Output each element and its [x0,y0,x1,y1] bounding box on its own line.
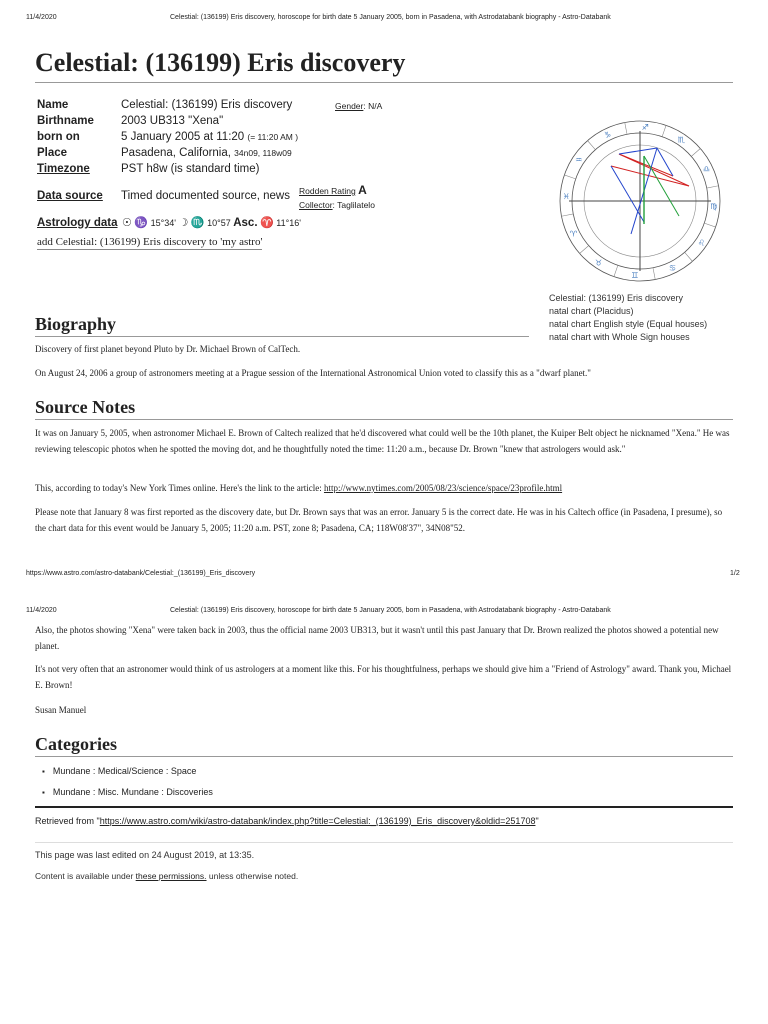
timezone-label[interactable]: Timezone [37,163,90,175]
zodiac-sign-icon: ♒ [575,155,583,165]
retrieved-suffix: " [535,816,539,826]
collector-value: : Taglilatelo [332,200,375,210]
gender-value: : N/A [363,101,383,111]
print-date: 11/4/2020 [26,14,57,21]
place-coords: 34n09, 118w09 [234,148,292,158]
retrieved-prefix: Retrieved from " [35,816,100,826]
chart-link-whole-sign[interactable]: natal chart with Whole Sign houses [549,332,690,342]
rodden-rating [299,183,367,197]
aries-icon: ♈ [260,217,274,229]
zodiac-sign-icon: ♌ [697,238,705,248]
source-notes-paragraph: It's not very often that an astronomer would think of us astrologers at a moment like this. For his thoughtfulness, perhaps we should give him a "Friend of Astrology" award. Thank you, Michael E. Brown! [35,664,732,690]
place-label: Place [37,147,68,159]
print-date: 11/4/2020 [26,607,57,614]
asc-degree: 11°16' [276,218,301,228]
content-suffix: unless otherwise noted. [206,871,299,881]
zodiac-sign-icon: ♎ [702,164,711,174]
scorpio-icon: ♏ [190,217,205,229]
gender-field [335,101,382,111]
print-page-number: 1/2 [730,570,740,577]
birthname-label: Birthname [37,115,94,127]
place-name: Pasadena, California, [121,147,231,159]
moon-degree: 10°57 [207,218,231,228]
print-url: https://www.astro.com/astro-databank/Celestial:_(136199)_Eris_discovery [26,570,256,577]
born-value [121,131,298,143]
astrology-data-label[interactable]: Astrology data [37,217,118,229]
chart-caption: Celestial: (136199) Eris discovery [549,293,684,303]
born-date: 5 January 2005 at 11:20 [121,131,245,143]
zodiac-sign-icon: ♍ [710,202,718,212]
collector-label[interactable]: Collector [299,200,333,210]
moon-icon: ☽ [178,217,189,229]
zodiac-sign-icon: ♓ [562,191,570,201]
sun-degree: 15°34' [150,218,176,228]
name-label: Name [37,99,69,111]
astrology-positions [122,216,301,229]
nyt-text: This, according to today's New York Times online. Here's the link to the article: [35,483,324,493]
zodiac-sign-icon: ♏ [677,135,685,145]
rodden-label[interactable]: Rodden Rating [299,186,356,196]
natal-chart[interactable] [549,116,731,286]
zodiac-sign-icon: ♈ [569,229,578,239]
biography-paragraph: Discovery of first planet beyond Pluto by Dr. Michael Brown of CalTech. [35,344,301,354]
zodiac-sign-icon: ♑ [603,130,612,140]
retrieved-from [35,816,539,826]
asc-label: Asc. [233,217,258,229]
nyt-article-link[interactable]: http://www.nytimes.com/2005/08/23/science/space/23profile.html [323,483,563,493]
collector-field [299,200,375,210]
born-label: born on [37,131,80,143]
datasource-value: Timed documented source, news [121,190,290,202]
name-value: Celestial: (136199) Eris discovery [121,99,293,111]
capricorn-icon: ♑ [134,217,149,229]
categories-heading: Categories [35,733,733,757]
place-value [121,147,292,159]
rodden-value: A [358,183,367,197]
print-title: Celestial: (136199) Eris discovery, horoscope for birth date 5 January 2005, born in Pasadena, with Astrodatabank biography - Astro-Databank [170,14,611,21]
zodiac-sign-icon: ♋ [668,263,677,273]
content-prefix: Content is available under [35,871,136,881]
zodiac-sign-icon: ♐ [641,123,649,133]
datasource-label[interactable]: Data source [37,190,103,202]
footer-divider [35,842,733,843]
permissions-link[interactable]: these permissions. [135,871,207,881]
chart-link-equal[interactable]: natal chart English style (Equal houses) [549,319,708,329]
categories-divider [35,806,733,808]
retrieved-link[interactable]: https://www.astro.com/wiki/astro-databank/index.php?title=Celestial:_(136199)_Eris_discovery&oldid=251708 [99,816,536,826]
biography-heading: Biography [35,313,529,337]
source-notes-paragraph: Also, the photos showing "Xena" were taken back in 2003, thus the official name 2003 UB313, but it wasn't until this past January that Dr. Brown realized the photos showed a potential new planet. [35,625,719,651]
source-notes-heading: Source Notes [35,396,733,420]
category-item[interactable]: ▪ Mundane : Medical/Science : Space [42,766,196,776]
category-item[interactable]: ▪ Mundane : Misc. Mundane : Discoveries [42,787,213,797]
chart-link-placidus[interactable]: natal chart (Placidus) [549,306,634,316]
last-edited: This page was last edited on 24 August 2019, at 13:35. [35,850,255,860]
gender-label[interactable]: Gender [335,101,364,111]
biography-paragraph: On August 24, 2006 a group of astronomers meeting at a Prague session of the International Astronomical Union voted to classify this as a "dwarf planet." [35,368,591,378]
birthname-value: 2003 UB313 "Xena" [121,115,224,127]
source-notes-paragraph: It was on January 5, 2005, when astronomer Michael E. Brown of Caltech realized that he'd discovered what could well be the 10th planet, the Kuiper Belt object he nicknamed "Xena." He was reviewing telescopic photos when he spotted the moving dot, and he thoughtfully noted the time: 11:20 a.m., because Dr. Brown "knew that astrologers would ask." [35,428,730,454]
born-extra: (= 11:20 AM ) [247,132,299,142]
timezone-value: PST h8w (is standard time) [121,163,260,175]
print-title: Celestial: (136199) Eris discovery, horoscope for birth date 5 January 2005, born in Pasadena, with Astrodatabank biography - Astro-Databank [170,607,611,614]
sun-icon: ☉ [122,217,132,229]
page-title: Celestial: (136199) Eris discovery [35,46,733,83]
zodiac-sign-icon: ♊ [631,270,639,280]
source-notes-signature: Susan Manuel [35,705,87,715]
zodiac-sign-icon: ♉ [595,258,603,268]
source-notes-paragraph [35,480,735,496]
content-license [35,871,298,881]
source-notes-paragraph: Please note that January 8 was first reported as the discovery date, but Dr. Brown says that was an error. January 5 is the correct date. He was in his Caltech office (in Pasadena, I presume), so the chart data for this event would be January 5, 2005; 11:20 a.m. PST, zone 8; Pasadena, CA; 118W08'37", 34N08"52. [35,507,723,533]
add-to-my-astro-link[interactable]: add Celestial: (136199) Eris discovery to 'my astro' [37,236,263,248]
